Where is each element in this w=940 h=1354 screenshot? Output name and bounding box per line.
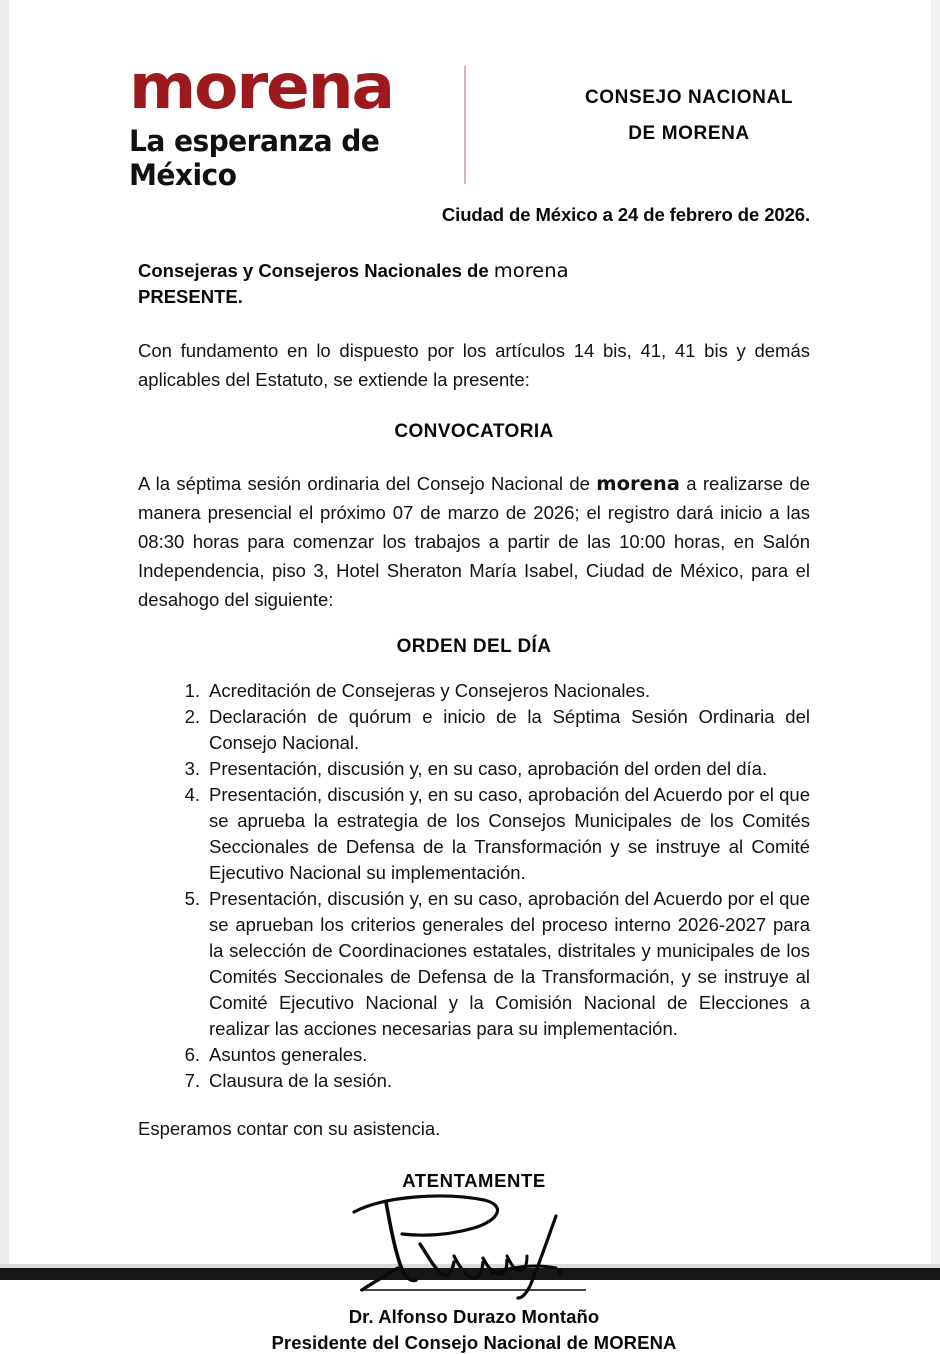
date-line: Ciudad de México a 24 de febrero de 2026.: [441, 204, 810, 225]
page-edge-right: [931, 0, 940, 1268]
header-title-line-2: DE MORENA: [628, 123, 750, 144]
document-sheet: [9, 0, 931, 1353]
agenda-list: [138, 678, 810, 1094]
addressee-block: [138, 258, 810, 310]
handwritten-signature-icon: [324, 1194, 624, 1304]
document-header: [9, 0, 931, 190]
session-paragraph-brand: morena: [596, 472, 680, 495]
agenda-item: Clausura de la sesión.: [209, 1070, 393, 1091]
header-title: [489, 80, 889, 152]
agenda-item: Presentación, discusión y, en su caso, aprobación del Acuerdo por el que se aprueban los criterios generales del proceso interno 2026-2027 para la selección de Coordinaciones estatales, distritales y municipales de los Comités Seccionales de Defensa de la Transformación, y se instruye al Comité Ejecutivo Nacional y la Comisión Nacional de Elecciones a realizar las acciones necesarias para su implementación.: [209, 888, 810, 1039]
session-paragraph-part-1: A la séptima sesión ordinaria del Consejo Nacional de: [138, 473, 597, 494]
addressee-brand: morena: [493, 259, 569, 282]
morena-tagline: La esperanza de México: [129, 124, 380, 192]
page-edge-left: [0, 0, 9, 1268]
morena-logo: [129, 50, 449, 192]
header-title-line-1: CONSEJO NACIONAL: [584, 87, 794, 108]
agenda-item: Acreditación de Consejeras y Consejeros Nacionales.: [209, 680, 651, 701]
intro-paragraph: Con fundamento en lo dispuesto por los artículos 14 bis, 41, 41 bis y demás aplicables del Estatuto, se extiende la presente:: [138, 340, 810, 390]
header-divider-line: [464, 66, 466, 184]
session-paragraph-part-2: a realizarse de manera presencial el próximo 07 de marzo de 2026; el registro dará inicio a las 08:30 horas para comenzar los trabajos a partir de las 10:00 horas, en Salón Independencia, piso 3, Hotel Sheraton María Isabel, Ciudad de México, para el desahogo del siguiente:: [138, 473, 810, 610]
convocatoria-heading: CONVOCATORIA: [394, 421, 554, 442]
agenda-item: Asuntos generales.: [209, 1044, 368, 1065]
atentamente-heading: ATENTAMENTE: [402, 1170, 546, 1191]
signer-name: Dr. Alfonso Durazo Montaño: [348, 1306, 600, 1327]
document-body: [9, 204, 931, 1354]
signature-area: [138, 1194, 810, 1306]
agenda-item: Presentación, discusión y, en su caso, aprobación del orden del día.: [209, 758, 768, 779]
addressee-prefix: Consejeras y Consejeros Nacionales de: [138, 260, 494, 281]
signer-role: Presidente del Consejo Nacional de MORENA: [271, 1332, 677, 1353]
session-paragraph: [138, 469, 810, 614]
agenda-item: Declaración de quórum e inicio de la Séptima Sesión Ordinaria del Consejo Nacional.: [209, 706, 810, 753]
morena-wordmark: morena: [129, 50, 393, 123]
signature-block: [138, 1170, 810, 1354]
addressee-presente: PRESENTE.: [138, 286, 243, 307]
closing-line: Esperamos contar con su asistencia.: [138, 1118, 441, 1139]
orden-del-dia-heading: ORDEN DEL DÍA: [396, 636, 552, 657]
agenda-item: Presentación, discusión y, en su caso, aprobación del Acuerdo por el que se aprueba la estrategia de los Consejos Municipales de los Comités Seccionales de Defensa de la Transformación y se instruye al Comité Ejecutivo Nacional su implementación.: [209, 784, 810, 883]
